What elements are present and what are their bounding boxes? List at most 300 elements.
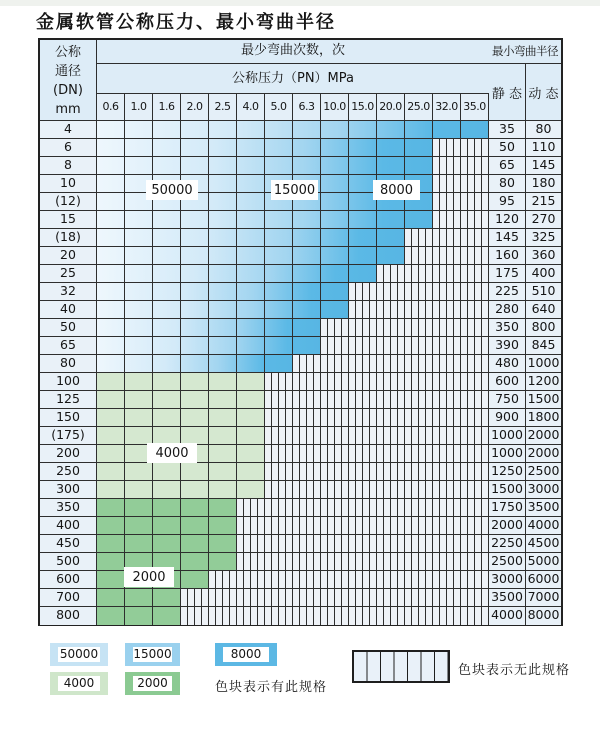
spec-cell: [125, 139, 153, 156]
spec-cell: [405, 211, 433, 228]
spec-cell: [97, 499, 125, 516]
no-spec-cell: [461, 517, 489, 534]
static-radius-cell: 1250: [489, 463, 526, 480]
spec-cell: [125, 589, 153, 606]
static-radius-cell: 1750: [489, 499, 526, 516]
no-spec-cell: [377, 283, 405, 300]
spec-cell: [321, 211, 349, 228]
no-spec-cell: [321, 391, 349, 408]
static-radius-cell: 750: [489, 391, 526, 408]
spec-cell: [97, 301, 125, 318]
no-spec-cell: [265, 409, 293, 426]
spec-cell: [97, 229, 125, 246]
no-spec-cell: [405, 319, 433, 336]
spec-cell: [181, 319, 209, 336]
spec-cell: [97, 211, 125, 228]
spec-cell: [321, 121, 349, 138]
spec-cell: [209, 193, 237, 210]
no-spec-cell: [405, 301, 433, 318]
spec-cell: [237, 193, 265, 210]
no-spec-cell: [237, 589, 265, 606]
spec-cell: [237, 481, 265, 498]
no-spec-cell: [405, 481, 433, 498]
spec-cell: [321, 283, 349, 300]
no-spec-cell: [321, 319, 349, 336]
no-spec-cell: [293, 355, 321, 372]
dynamic-radius-cell: 8000: [526, 607, 561, 625]
spec-cell: [125, 319, 153, 336]
pressure-col-headers: [97, 94, 489, 120]
no-spec-cell: [321, 499, 349, 516]
no-spec-cell: [349, 409, 377, 426]
legend-chip-label: 50000: [59, 647, 99, 661]
no-spec-cell: [237, 553, 265, 570]
no-spec-cell: [377, 445, 405, 462]
no-spec-cell: [433, 535, 461, 552]
zone-label-2000: 2000: [124, 567, 174, 587]
cell-grid: [97, 265, 489, 282]
no-spec-cell: [433, 373, 461, 390]
static-radius-cell: 35: [489, 121, 526, 138]
no-spec-cell: [321, 589, 349, 606]
table-row: [40, 589, 561, 607]
no-spec-cell: [349, 517, 377, 534]
spec-cell: [377, 139, 405, 156]
no-spec-cell: [433, 445, 461, 462]
no-spec-cell: [237, 607, 265, 625]
no-spec-cell: [461, 229, 489, 246]
spec-cell: [237, 319, 265, 336]
table-row: [40, 553, 561, 571]
spec-cell: [377, 211, 405, 228]
dynamic-radius-cell: 145: [526, 157, 561, 174]
dn-cell: 50: [40, 319, 97, 336]
no-spec-cell: [433, 139, 461, 156]
table-row: [40, 283, 561, 301]
no-spec-cell: [461, 193, 489, 210]
dn-header-line: mm: [55, 102, 81, 117]
table-row: [40, 355, 561, 373]
spec-cell: [265, 121, 293, 138]
spec-cell: [153, 265, 181, 282]
table-row: [40, 319, 561, 337]
spec-cell: [293, 301, 321, 318]
spec-cell: [293, 247, 321, 264]
no-spec-cell: [405, 427, 433, 444]
spec-cell: [181, 337, 209, 354]
spec-cell: [181, 571, 209, 588]
no-spec-cell: [433, 355, 461, 372]
no-spec-cell: [293, 517, 321, 534]
no-spec-cell: [349, 481, 377, 498]
pressure-cells: [97, 463, 489, 480]
dn-cell: 100: [40, 373, 97, 390]
no-spec-cell: [377, 427, 405, 444]
no-spec-cell: [377, 265, 405, 282]
no-spec-cell: [461, 589, 489, 606]
spec-cell: [97, 589, 125, 606]
spec-table: [38, 38, 563, 626]
no-spec-cell: [349, 553, 377, 570]
cell-grid: [97, 499, 489, 516]
no-spec-cell: [321, 535, 349, 552]
dn-cell: 200: [40, 445, 97, 462]
static-radius-cell: 175: [489, 265, 526, 282]
static-radius-cell: 2500: [489, 553, 526, 570]
no-spec-cell: [461, 301, 489, 318]
pressure-col-header: 1.6: [153, 94, 181, 120]
dn-cell: (18): [40, 229, 97, 246]
pressure-cells: [97, 607, 489, 625]
table-row: [40, 211, 561, 229]
dn-cell: 450: [40, 535, 97, 552]
spec-cell: [125, 265, 153, 282]
pressure-cells: [97, 391, 489, 408]
spec-cell: [181, 283, 209, 300]
spec-cell: [153, 409, 181, 426]
pressure-col-header: 2.0: [181, 94, 209, 120]
dn-cell: 80: [40, 355, 97, 372]
no-spec-cell: [293, 409, 321, 426]
spec-cell: [153, 319, 181, 336]
pressure-cells: [97, 139, 489, 156]
spec-cell: [181, 517, 209, 534]
no-spec-cell: [461, 391, 489, 408]
zone-label-4000: 4000: [147, 443, 197, 463]
spec-cell: [209, 319, 237, 336]
no-spec-cell: [433, 301, 461, 318]
spec-cell: [97, 391, 125, 408]
no-spec-cell: [265, 481, 293, 498]
no-spec-cell: [321, 571, 349, 588]
no-spec-cell: [405, 265, 433, 282]
dynamic-radius-cell: 400: [526, 265, 561, 282]
spec-cell: [237, 121, 265, 138]
pressure-col-header: 5.0: [265, 94, 293, 120]
spec-cell: [209, 211, 237, 228]
static-radius-cell: 2250: [489, 535, 526, 552]
pressure-col-header: 32.0: [433, 94, 461, 120]
spec-cell: [209, 355, 237, 372]
spec-cell: [125, 535, 153, 552]
no-spec-cell: [461, 481, 489, 498]
spec-cell: [153, 607, 181, 625]
table-row: [40, 373, 561, 391]
spec-cell: [293, 283, 321, 300]
spec-cell: [97, 139, 125, 156]
pressure-cells: [97, 517, 489, 534]
no-spec-cell: [293, 373, 321, 390]
table-row: [40, 121, 561, 139]
spec-cell: [237, 211, 265, 228]
no-spec-cell: [433, 499, 461, 516]
dn-cell: 4: [40, 121, 97, 138]
legend-has-spec-text: 色块表示有此规格: [215, 680, 328, 695]
no-spec-cell: [321, 373, 349, 390]
no-spec-cell: [405, 409, 433, 426]
spec-cell: [293, 265, 321, 282]
no-spec-cell: [405, 571, 433, 588]
spec-cell: [125, 481, 153, 498]
dynamic-radius-cell: 2000: [527, 445, 560, 460]
no-spec-cell: [265, 463, 293, 480]
spec-cell: [209, 445, 237, 462]
spec-cell: [153, 283, 181, 300]
pressure-cells: [97, 283, 489, 300]
dynamic-radius-cell: 7000: [527, 589, 560, 604]
table-row: [40, 157, 561, 175]
no-spec-cell: [293, 607, 321, 625]
dynamic-radius-cell: 1000: [527, 355, 560, 370]
table-row: [40, 301, 561, 319]
no-spec-cell: [461, 553, 489, 570]
spec-cell: [237, 175, 265, 192]
no-spec-cell: [349, 535, 377, 552]
no-spec-cell: [377, 481, 405, 498]
spec-cell: [321, 229, 349, 246]
cell-grid: [97, 301, 489, 318]
spec-cell: [97, 355, 125, 372]
no-spec-cell: [265, 373, 293, 390]
spec-cell: [153, 427, 181, 444]
spec-cell: [293, 157, 321, 174]
spec-cell: [237, 391, 265, 408]
dynamic-radius-cell: 180: [526, 175, 561, 192]
spec-cell: [97, 337, 125, 354]
no-spec-cell: [377, 463, 405, 480]
spec-cell: [377, 157, 405, 174]
bend-times-header: 最少弯曲次数，次: [97, 40, 489, 64]
no-spec-cell: [433, 265, 461, 282]
pressure-col-header: 20.0: [377, 94, 405, 120]
no-spec-cell: [377, 409, 405, 426]
no-spec-cell: [265, 607, 293, 625]
spec-cell: [321, 301, 349, 318]
spec-cell: [265, 265, 293, 282]
spec-cell: [97, 409, 125, 426]
spec-cell: [153, 373, 181, 390]
spec-cell: [181, 481, 209, 498]
no-spec-cell: [349, 373, 377, 390]
legend-chip-label: 8000: [223, 647, 269, 662]
static-radius-cell: 2000: [489, 517, 526, 534]
spec-cell: [321, 247, 349, 264]
pressure-col-header: 35.0: [461, 94, 489, 120]
dn-column-header: [40, 40, 97, 120]
spec-cell: [97, 193, 125, 210]
radius-header: 最小弯曲半径: [489, 40, 561, 64]
no-spec-cell: [377, 319, 405, 336]
spec-cell: [125, 517, 153, 534]
zone-label-15000: 15000: [271, 180, 318, 200]
cell-grid: [97, 535, 489, 552]
spec-cell: [321, 139, 349, 156]
static-radius-cell: 280: [489, 301, 526, 318]
no-spec-cell: [237, 499, 265, 516]
no-spec-cell: [461, 319, 489, 336]
pressure-cells: [97, 427, 489, 444]
dn-cell: 350: [40, 499, 97, 516]
dynamic-radius-cell: 2000: [527, 427, 560, 442]
pressure-cells: [97, 535, 489, 552]
legend-chip-8000: [215, 643, 277, 666]
table-row: [40, 337, 561, 355]
top-band: [0, 0, 600, 6]
no-spec-cell: [321, 517, 349, 534]
spec-cell: [237, 157, 265, 174]
spec-cell: [125, 607, 153, 625]
static-radius-cell: 145: [489, 229, 526, 246]
spec-cell: [349, 139, 377, 156]
no-spec-cell: [377, 337, 405, 354]
no-spec-cell: [405, 535, 433, 552]
no-spec-cell: [377, 301, 405, 318]
dn-cell: 600: [40, 571, 97, 588]
table-row: [40, 409, 561, 427]
dynamic-radius-cell: 845: [526, 337, 561, 354]
spec-cell: [349, 211, 377, 228]
no-spec-cell: [461, 157, 489, 174]
no-spec-cell: [293, 481, 321, 498]
spec-cell: [153, 211, 181, 228]
pressure-cells: [97, 247, 489, 264]
spec-cell: [377, 247, 405, 264]
static-radius-cell: 50: [489, 139, 526, 156]
spec-cell: [237, 247, 265, 264]
no-spec-cell: [405, 607, 433, 625]
no-spec-cell: [349, 301, 377, 318]
dynamic-radius-cell: 1500: [527, 391, 560, 406]
spec-cell: [377, 229, 405, 246]
spec-cell: [209, 373, 237, 390]
no-spec-cell: [265, 553, 293, 570]
spec-cell: [125, 121, 153, 138]
pressure-col-header: 15.0: [349, 94, 377, 120]
table-row: [40, 517, 561, 535]
spec-cell: [209, 553, 237, 570]
spec-cell: [181, 499, 209, 516]
spec-cell: [153, 301, 181, 318]
spec-cell: [181, 409, 209, 426]
legend-chip-15000: [125, 643, 180, 666]
spec-cell: [153, 535, 181, 552]
no-spec-cell: [349, 319, 377, 336]
table-row: [40, 499, 561, 517]
spec-cell: [237, 427, 265, 444]
cell-grid: [97, 589, 489, 606]
spec-cell: [293, 121, 321, 138]
no-spec-cell: [461, 463, 489, 480]
spec-cell: [97, 427, 125, 444]
static-radius-cell: 1000: [489, 445, 526, 462]
pressure-cells: [97, 265, 489, 282]
spec-cell: [181, 427, 209, 444]
spec-cell: [209, 229, 237, 246]
dn-cell: 800: [40, 607, 97, 625]
table-row: [40, 535, 561, 553]
no-spec-cell: [265, 427, 293, 444]
pressure-col-header: 4.0: [237, 94, 265, 120]
no-spec-cell: [433, 283, 461, 300]
no-spec-cell: [433, 391, 461, 408]
cell-grid: [97, 391, 489, 408]
pressure-cells: [97, 301, 489, 318]
spec-cell: [293, 319, 321, 336]
dn-cell: 25: [40, 265, 97, 282]
no-spec-cell: [405, 589, 433, 606]
spec-cell: [377, 121, 405, 138]
no-spec-cell: [461, 571, 489, 588]
no-spec-cell: [461, 409, 489, 426]
spec-cell: [181, 229, 209, 246]
pressure-col-header: 6.3: [293, 94, 321, 120]
spec-cell: [293, 139, 321, 156]
no-spec-cell: [293, 571, 321, 588]
no-spec-cell: [321, 427, 349, 444]
no-spec-cell: [293, 445, 321, 462]
spec-cell: [321, 193, 349, 210]
spec-cell: [125, 301, 153, 318]
no-spec-cell: [461, 355, 489, 372]
no-spec-cell: [377, 373, 405, 390]
spec-cell: [97, 553, 125, 570]
dynamic-radius-cell: 640: [526, 301, 561, 318]
spec-cell: [209, 139, 237, 156]
no-spec-cell: [265, 391, 293, 408]
spec-cell: [405, 139, 433, 156]
no-spec-cell: [461, 427, 489, 444]
spec-cell: [209, 157, 237, 174]
spec-cell: [153, 247, 181, 264]
dynamic-radius-cell: 6000: [527, 571, 560, 586]
pressure-col-header: 0.6: [97, 94, 125, 120]
no-spec-cell: [433, 193, 461, 210]
no-spec-cell: [433, 589, 461, 606]
dn-cell: 300: [40, 481, 97, 498]
spec-cell: [181, 553, 209, 570]
spec-cell: [209, 391, 237, 408]
pressure-cells: [97, 319, 489, 336]
table-row: [40, 445, 561, 463]
no-spec-cell: [377, 499, 405, 516]
spec-cell: [293, 229, 321, 246]
table-row: [40, 571, 561, 589]
static-radius-cell: 65: [489, 157, 526, 174]
no-spec-cell: [433, 211, 461, 228]
spec-cell: [125, 229, 153, 246]
dynamic-radius-cell: 510: [526, 283, 561, 300]
static-radius-cell: 95: [489, 193, 526, 210]
legend-chip-label: 15000: [133, 647, 172, 661]
no-spec-cell: [321, 553, 349, 570]
no-spec-cell: [377, 517, 405, 534]
spec-cell: [265, 247, 293, 264]
spec-cell: [153, 517, 181, 534]
spec-cell: [349, 157, 377, 174]
pressure-col-header: 10.0: [321, 94, 349, 120]
spec-cell: [125, 337, 153, 354]
no-spec-cell: [321, 481, 349, 498]
spec-cell: [153, 337, 181, 354]
spec-cell: [153, 355, 181, 372]
spec-cell: [181, 355, 209, 372]
cell-grid: [97, 373, 489, 390]
no-spec-cell: [405, 337, 433, 354]
dynamic-radius-cell: 5000: [527, 553, 560, 568]
spec-cell: [97, 463, 125, 480]
cell-grid: [97, 355, 489, 372]
spec-cell: [97, 481, 125, 498]
